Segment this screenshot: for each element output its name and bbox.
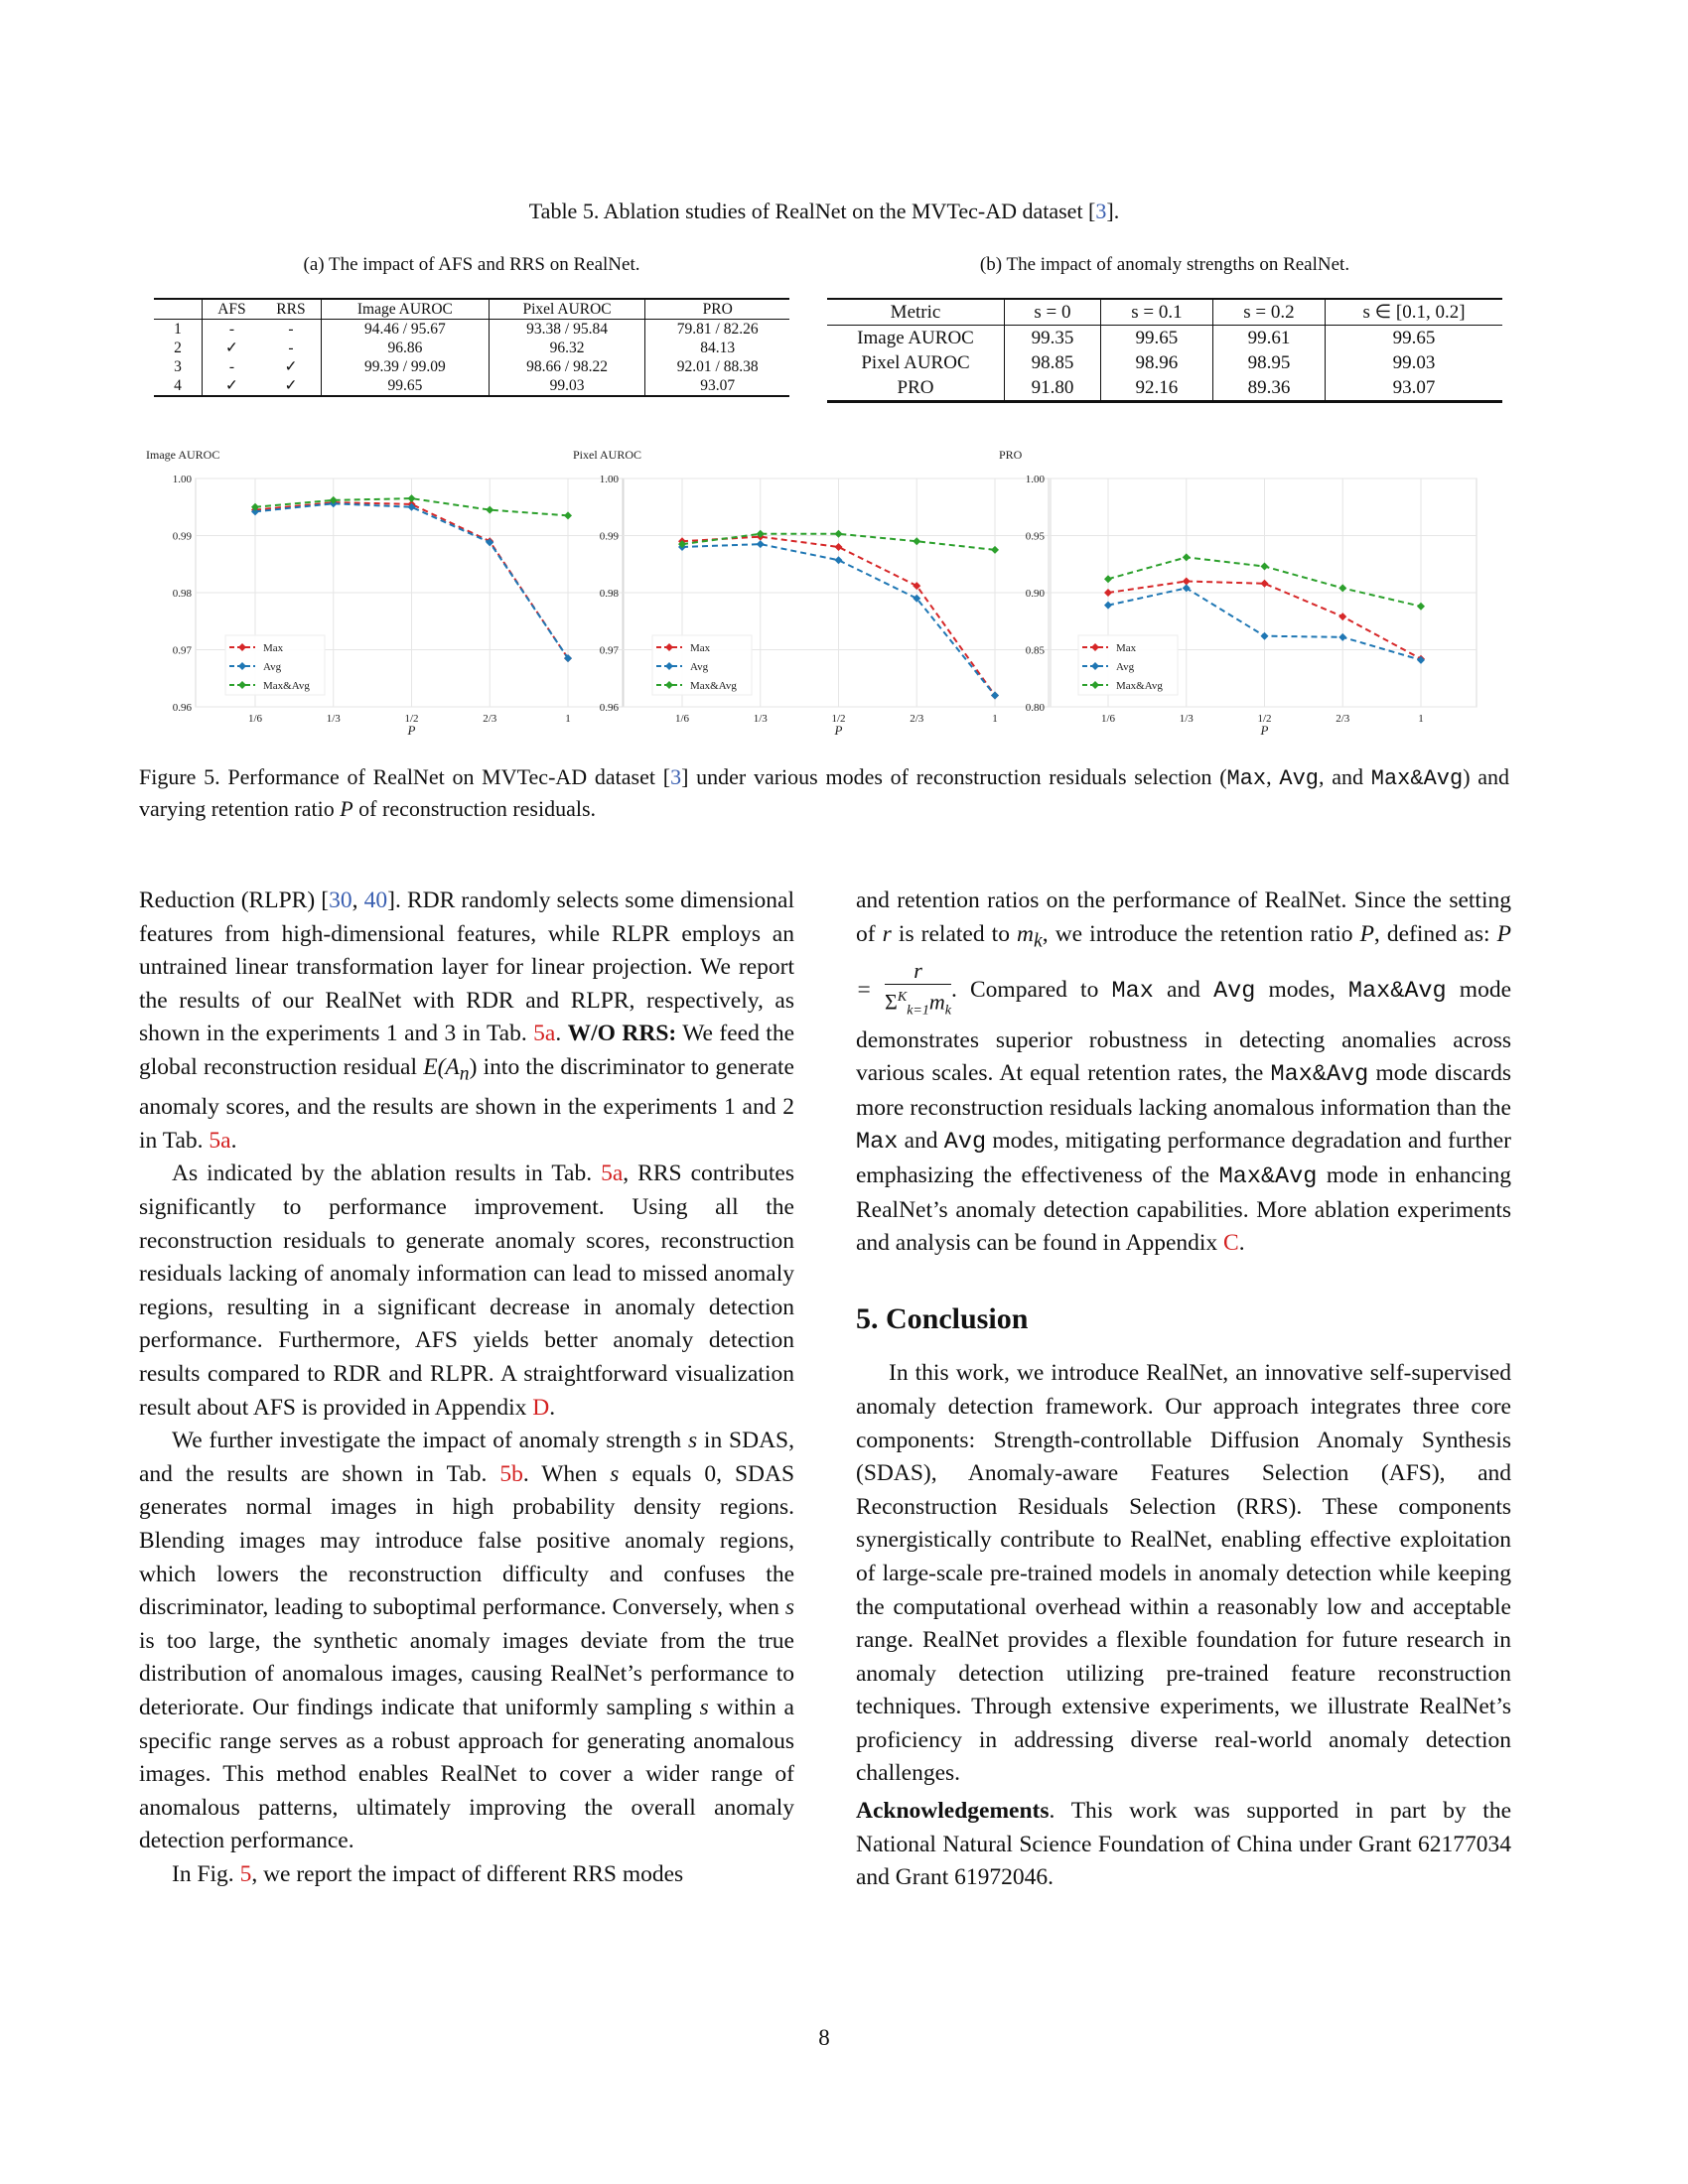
chart-title: PRO [999, 448, 1023, 462]
x-tick-label: 1/2 [831, 713, 846, 725]
table-cell: Image AUROC [857, 328, 974, 348]
table-caption: Table 5. Ablation studies of RealNet on the MVTec-AD dataset [3]. [528, 199, 1120, 223]
x-tick-label: 1/2 [1257, 713, 1272, 725]
data-point [1104, 589, 1112, 597]
table-cell: 99.65 [1326, 326, 1503, 351]
y-tick-label: 1.00 [599, 474, 619, 485]
chart-title: Image AUROC [146, 448, 220, 462]
legend-label: Max [1116, 642, 1137, 654]
table-a-caption: (a) The impact of AFS and RRS on RealNet. [303, 254, 640, 275]
table-header-cell: Image AUROC [322, 299, 490, 320]
legend-label: Avg [263, 661, 282, 673]
x-axis-label: P [407, 723, 416, 738]
paragraph: In this work, we introduce RealNet, an innovative self-supervised anomaly detection framework. Our approach integrates three core components: Strength-controllable Diffusion Anomaly Synthesis (SDAS), Anomaly-aware Features Selection (AFS), and Reconstruction Residuals Selection (RRS). These components synergistically contribute to RealNet, enabling effective exploitation of large-scale pre-trained models in anomaly detection while keeping the computational overhead within a reasonably low and acceptable range. RealNet provides a flexible foundation for future research in anomaly detection utilizing pre-trained feature reconstruction techniques. Through extensive experiments, we illustrate RealNet’s proficiency in addressing diverse real-world anomaly detection challenges. [856, 1360, 1511, 1787]
table-cell: Pixel AUROC [861, 352, 970, 373]
data-point [1183, 578, 1191, 586]
x-tick-label: 1/6 [674, 713, 690, 725]
table-cell: 96.32 [489, 339, 645, 357]
table-cell: 84.13 [645, 339, 789, 357]
legend-label: Max&Avg [263, 680, 310, 692]
figure-ref-link[interactable]: 5 [239, 1860, 252, 1887]
table-afs-rrs [154, 298, 789, 397]
y-tick-label: 0.80 [1025, 702, 1045, 714]
citation-link[interactable]: 3 [670, 764, 682, 789]
table-cell: 92.16 [1100, 375, 1212, 402]
table-cell: 99.35 [1005, 326, 1101, 351]
x-tick-label: 1 [565, 713, 571, 725]
appendix-link[interactable]: C [1223, 1230, 1239, 1257]
figure-5-charts [0, 437, 1688, 754]
x-tick-label: 1 [992, 713, 998, 725]
table-cell: 3 [174, 358, 182, 375]
data-point [1417, 603, 1425, 611]
data-point [1104, 602, 1112, 610]
table-cell: 99.61 [1212, 326, 1325, 351]
table-row [154, 339, 789, 357]
table-header-cell: Pixel AUROC [489, 299, 645, 320]
table-header-cell: s ∈ [0.1, 0.2] [1326, 299, 1503, 326]
paragraph: Reduction (RLPR) [30, 40]. RDR randomly selects some dimensional features from high-dimensional features, while RLPR employs an untrained linear transformation layer for linear projection. We report the results of our RealNet with RDR and RLPR, respectively, as shown in the experiments 1 and 3 in Tab. 5a. W/O RRS: We feed the global reconstruction residual $E(A_n)$ into the discriminator to generate anomaly scores, and the results are shown in the experiments 1 and 2 in Tab. 5a. [139, 887, 795, 1154]
paragraph: We further investigate the impact of anomaly strength s in SDAS, and the results are shown in Tab. 5b. When s equals 0, SDAS generates normal images in high probability density regions. Blending images may introduce false positive anomaly regions, which lowers the reconstruction difficulty and confuses the discriminator, leading to suboptimal performance. Conversely, when s is too large, the synthetic anomaly images deviate from the true distribution of anomalous images, causing RealNet’s performance to deteriorate. Our findings indicate that uniformly sampling s within a specific range serves as a robust approach for generating anomalous images. This method enables RealNet to cover a wider range of anomalous patterns, ultimately improving the overall anomaly detection performance. [139, 1428, 795, 1854]
data-point [1338, 613, 1346, 620]
y-tick-label: 1.00 [172, 474, 192, 485]
table-cell: 93.07 [1326, 375, 1503, 402]
citation-link[interactable]: 40 [363, 887, 388, 913]
x-tick-label: 2/3 [1336, 713, 1350, 725]
table-cell: 98.96 [1100, 350, 1212, 375]
table-cell: - [203, 357, 261, 376]
y-tick-label: 1.00 [1025, 474, 1045, 485]
table-cell: 93.07 [645, 376, 789, 396]
citation-link[interactable]: 30 [329, 887, 352, 913]
y-tick-label: 0.99 [172, 530, 192, 543]
data-point [835, 556, 843, 564]
table-cell: 99.39 / 99.09 [322, 357, 490, 376]
table-cell: 96.86 [322, 339, 490, 357]
table-cell: - [203, 320, 261, 340]
appendix-link[interactable]: D [532, 1394, 550, 1421]
table-header-cell: AFS [203, 299, 261, 320]
data-point [1261, 580, 1269, 588]
left-column [139, 885, 794, 1892]
table-row [827, 350, 1502, 375]
paragraph: In Fig. 5, we report the impact of different RRS modes [172, 1860, 684, 1887]
page-number: 8 [818, 2025, 830, 2050]
table-cell: 92.01 / 88.38 [645, 357, 789, 376]
x-tick-label: 2/3 [483, 713, 497, 725]
table-ref-link[interactable]: 5a [533, 1021, 556, 1047]
chart-title: Pixel AUROC [573, 448, 642, 462]
x-tick-label: 2/3 [910, 713, 924, 725]
table-row [154, 357, 789, 376]
table-cell: 93.38 / 95.84 [489, 320, 645, 340]
data-point [913, 537, 920, 545]
table-header-cell: PRO [645, 299, 789, 320]
y-tick-label: 0.98 [172, 588, 192, 600]
y-tick-label: 0.95 [1025, 530, 1045, 543]
x-tick-label: 1/3 [753, 713, 768, 725]
data-point [564, 511, 572, 519]
table-cell: 89.36 [1212, 375, 1325, 402]
table-cell: ✓ [284, 358, 298, 375]
paragraph: and retention ratios on the performance of RealNet. Since the setting of r is related to $m_k$, we introduce the retention ratio P, defined as: P = r $\Sigma^K_{k=1}m_k$ . Compared to Max and Avg modes, Max&Avg mode demonstrates superior robustness in detecting anomalies across various scales. At equal retention rates, the Max&Avg mode discards more reconstruction residuals lacking anomalous information than the Max and Avg modes, mitigating performance degradation and further emphasizing the effectiveness of the Max&Avg mode in enhancing RealNet’s anomaly detection capabilities. More ablation experiments and analysis can be found in Appendix C. [856, 887, 1512, 1257]
paragraph: As indicated by the ablation results in Tab. 5a, RRS contributes significantly to performance improvement. Using all the reconstruction residuals to generate anomaly scores, reconstruction residuals lacking of anomaly information can lead to missed anomaly regions, resulting in a significant decrease in anomaly detection performance. Furthermore, AFS yields better anomaly detection results compared to RDR and RLPR. A straightforward visualization result about AFS is provided in Appendix D. [139, 1160, 794, 1421]
table-b-caption: (b) The impact of anomaly strengths on RealNet. [979, 254, 1350, 275]
legend-label: Max [690, 642, 711, 654]
table-row [827, 375, 1502, 402]
y-tick-label: 0.85 [1025, 644, 1045, 657]
fraction: r $\Sigma^K_{k=1}m_k$ [885, 957, 951, 1019]
table-cell: 91.80 [1005, 375, 1101, 402]
x-tick-label: 1/2 [404, 713, 419, 725]
data-point [1183, 553, 1191, 561]
x-tick-label: 1/6 [247, 713, 263, 725]
table-header-cell: s = 0.2 [1212, 299, 1325, 326]
y-tick-label: 0.96 [599, 702, 619, 714]
table-row [154, 320, 789, 340]
table-cell: 98.66 / 98.22 [489, 357, 645, 376]
table-header-cell: Metric [890, 302, 941, 323]
legend-label: Avg [690, 661, 709, 673]
table-cell: PRO [897, 377, 934, 398]
figure-caption: Figure 5. Performance of RealNet on MVTec-AD dataset [3] under various modes of reconstruction residuals selection (Max, Avg, and Max&Avg) and varying retention ratio P of reconstruction residuals. [139, 764, 1510, 821]
table-cell: 99.65 [1100, 326, 1212, 351]
line-chart [573, 448, 1051, 738]
table-header-cell: s = 0 [1005, 299, 1101, 326]
table-cell: - [288, 321, 294, 338]
legend-label: Max [263, 642, 284, 654]
table-cell: 98.85 [1005, 350, 1101, 375]
table-ref-link[interactable]: 5a [209, 1127, 231, 1154]
right-column [856, 885, 1511, 1895]
table-cell: 99.03 [489, 376, 645, 396]
line-chart [146, 448, 624, 738]
table-row [827, 326, 1502, 351]
table-header-row [154, 299, 789, 320]
table-header-cell: s = 0.1 [1100, 299, 1212, 326]
data-point [486, 506, 493, 514]
data-point [1338, 633, 1346, 641]
x-tick-label: 1/6 [1100, 713, 1116, 725]
table-cell: 4 [174, 377, 182, 394]
x-tick-label: 1/3 [326, 713, 341, 725]
section-heading: 5. Conclusion [856, 1301, 1029, 1335]
data-point [408, 494, 416, 502]
table-cell: 79.81 / 82.26 [645, 320, 789, 340]
table-ref-link[interactable]: 5a [601, 1160, 624, 1187]
y-tick-label: 0.99 [599, 530, 619, 543]
table-cell: 98.95 [1212, 350, 1325, 375]
data-point [835, 543, 843, 551]
y-tick-label: 0.97 [172, 644, 192, 657]
data-point [1338, 584, 1346, 592]
legend-label: Max&Avg [690, 680, 737, 692]
table-cell: 99.03 [1326, 350, 1503, 375]
y-tick-label: 0.98 [599, 588, 619, 600]
table-cell: 1 [174, 321, 182, 338]
table-cell: ✓ [203, 376, 261, 396]
legend-label: Max&Avg [1116, 680, 1163, 692]
data-point [1261, 632, 1269, 640]
table-anomaly-strength [827, 298, 1502, 403]
citation-link[interactable]: 3 [1095, 199, 1107, 223]
table-cell: 2 [174, 340, 182, 356]
table-cell: ✓ [203, 339, 261, 357]
retention-ratio-formula: P = [856, 920, 1511, 1003]
data-point [1104, 575, 1112, 583]
data-point [991, 546, 999, 554]
line-chart [999, 448, 1477, 738]
legend-label: Avg [1116, 661, 1135, 673]
y-tick-label: 0.90 [1025, 588, 1045, 600]
table-cell: ✓ [284, 377, 298, 394]
y-tick-label: 0.97 [599, 644, 619, 657]
y-tick-label: 0.96 [172, 702, 192, 714]
table-cell: - [288, 340, 294, 356]
data-point [757, 540, 765, 548]
x-tick-label: 1/3 [1179, 713, 1194, 725]
table-header-cell: RRS [276, 301, 306, 318]
x-axis-label: P [1260, 723, 1269, 738]
x-tick-label: 1 [1418, 713, 1424, 725]
table-header-row [827, 299, 1502, 326]
table-ref-link[interactable]: 5b [499, 1460, 523, 1487]
table-row [154, 376, 789, 396]
data-point [1261, 563, 1269, 571]
x-axis-label: P [834, 723, 843, 738]
data-point [835, 530, 843, 538]
table-cell: 94.46 / 95.67 [322, 320, 490, 340]
paragraph: Acknowledgements. This work was supported in part by the National Natural Science Foundation of China under Grant 62177034 and Grant 61972046. [856, 1798, 1511, 1891]
table-cell: 99.65 [322, 376, 490, 396]
table-header-cell [154, 299, 203, 320]
data-point [991, 692, 999, 700]
